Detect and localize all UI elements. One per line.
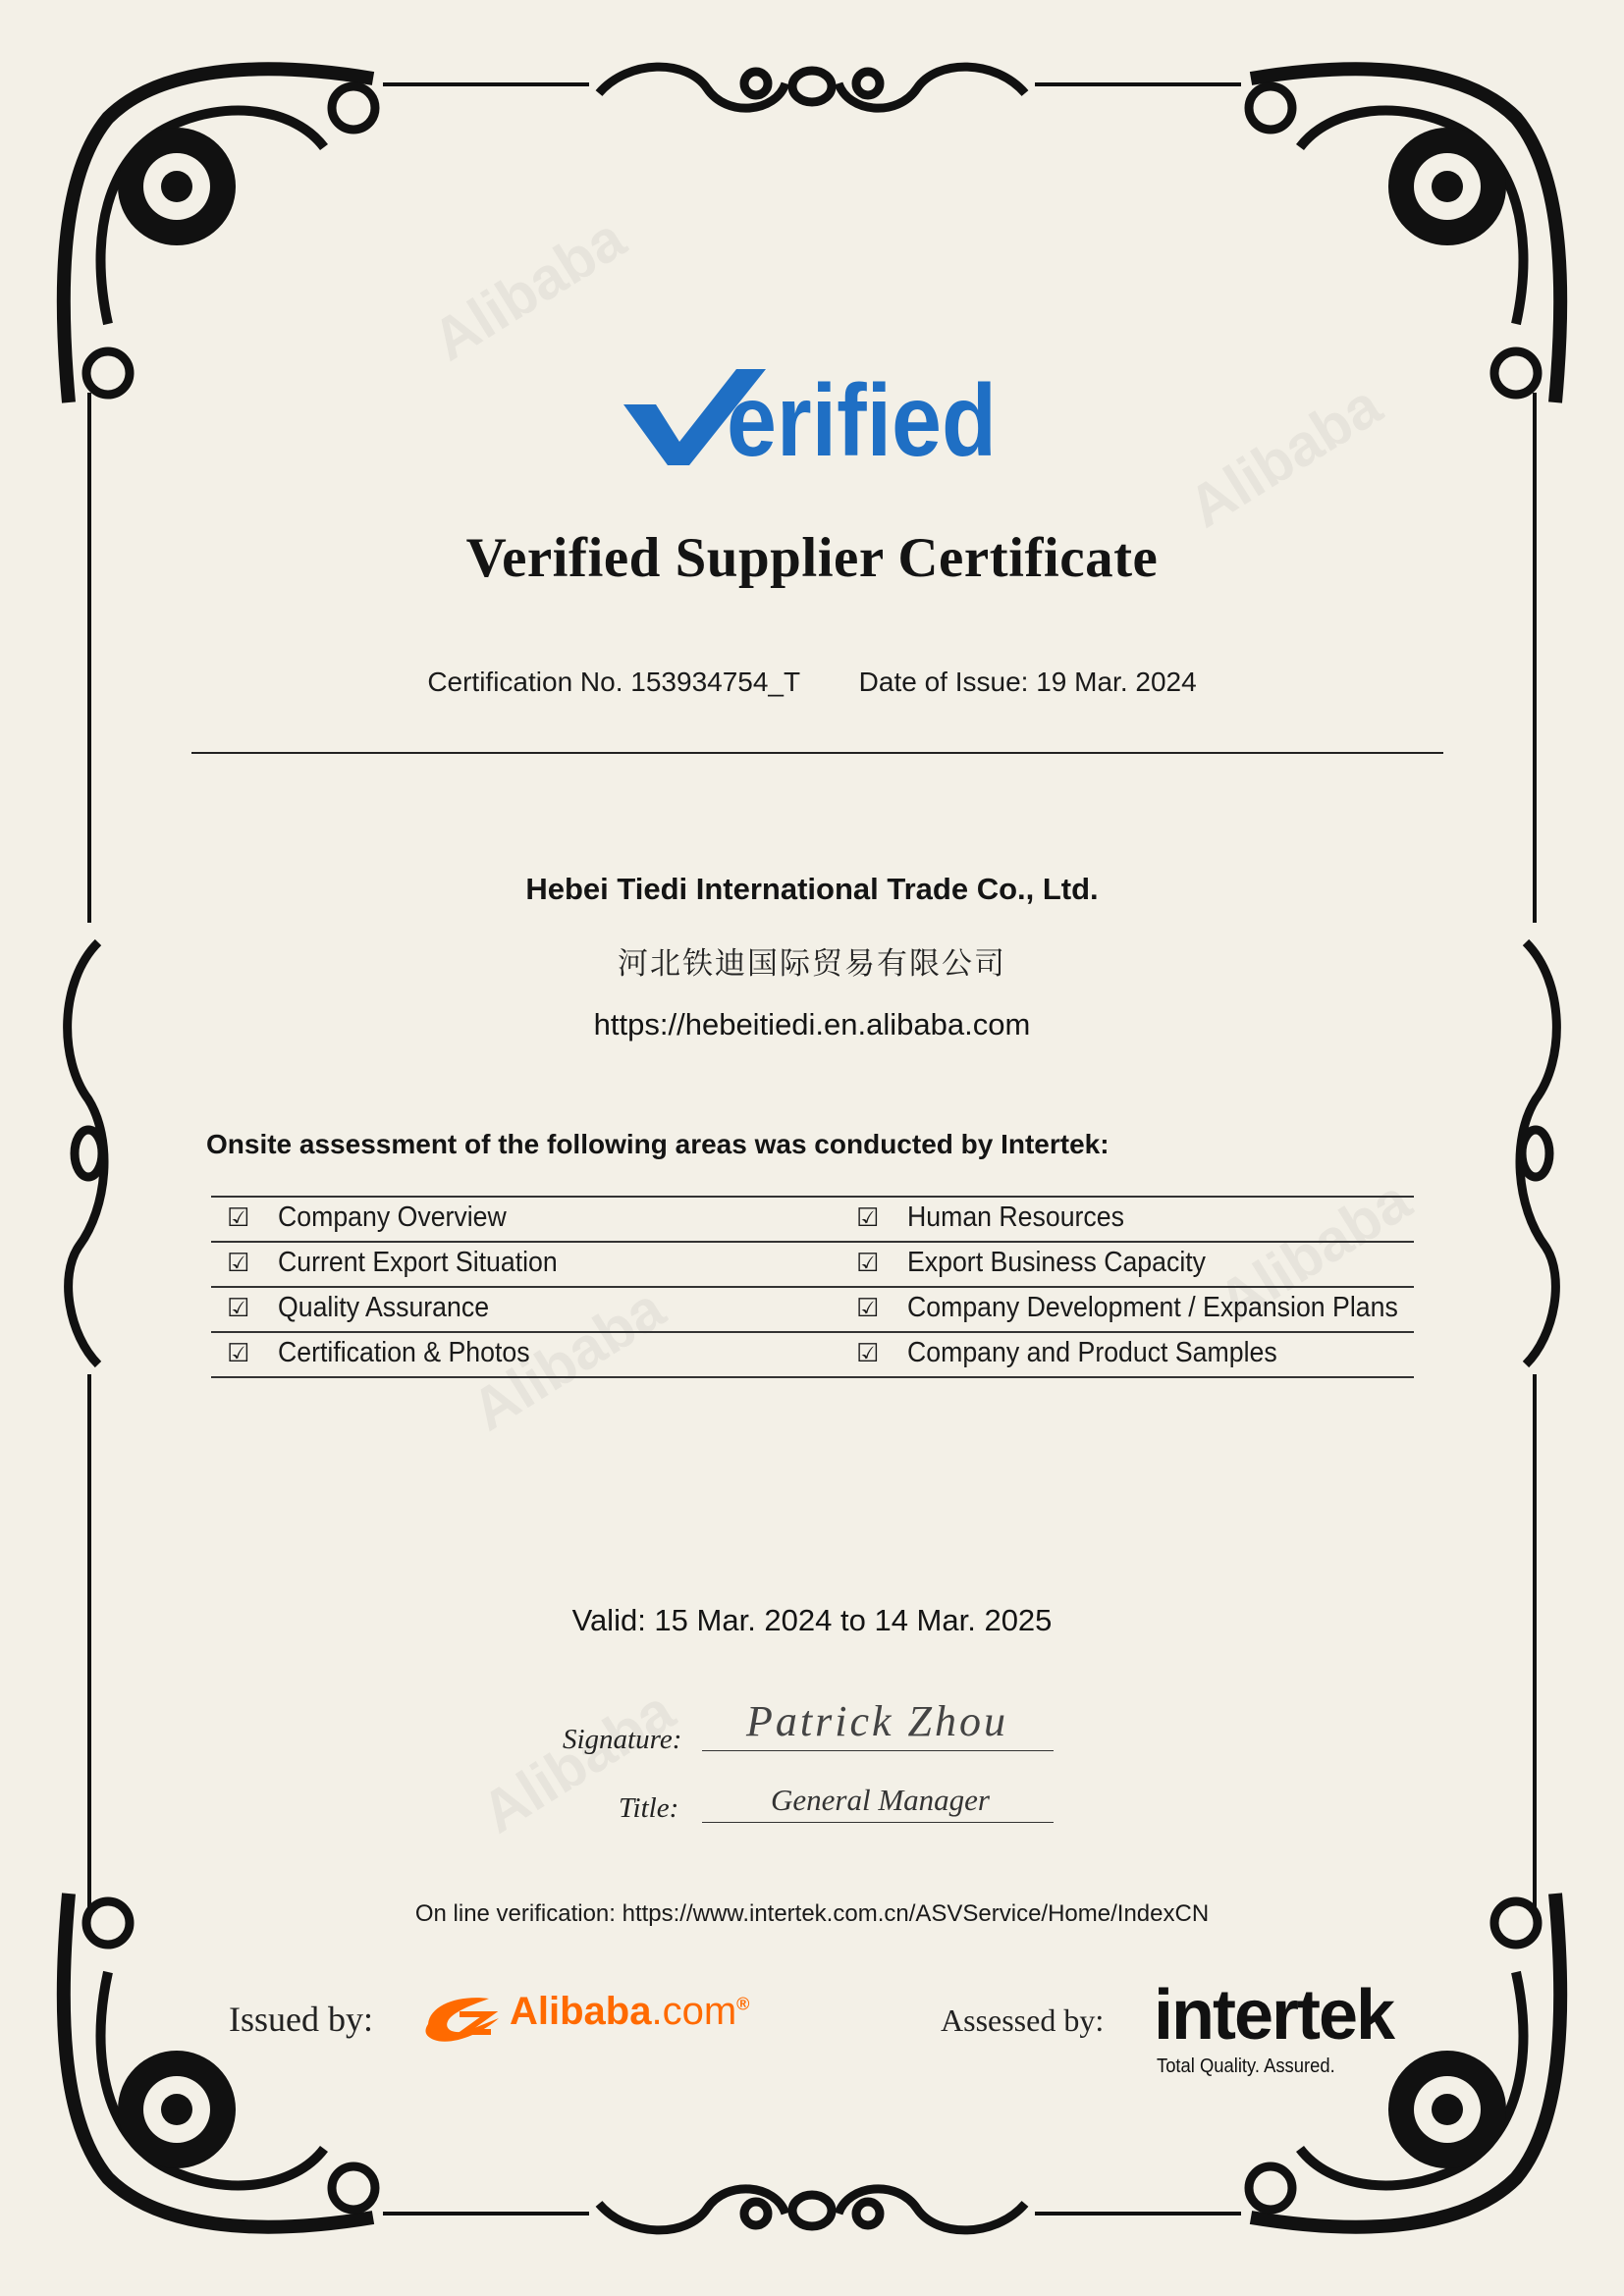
- title-value: General Manager: [771, 1783, 990, 1817]
- assessment-item: [856, 1337, 1309, 1369]
- checked-box-icon: ☑: [227, 1203, 250, 1233]
- assessment-item: [856, 1247, 1231, 1279]
- checked-box-icon: ☑: [227, 1249, 250, 1278]
- assessment-row: [211, 1196, 1414, 1241]
- assessment-item-label: Current Export Situation: [278, 1247, 558, 1278]
- corner-ornament-top-right: [1249, 69, 1560, 402]
- checked-box-icon: ☑: [856, 1249, 880, 1278]
- bottom-center-scroll: [599, 2189, 1025, 2230]
- verified-logo: [619, 364, 1001, 478]
- assessment-item-label: Company Development / Expansion Plans: [907, 1292, 1398, 1323]
- assessment-item: [227, 1201, 526, 1234]
- alibaba-wordmark: [510, 1990, 749, 2034]
- registered-mark: ®: [736, 1994, 750, 2014]
- left-side-scroll: [68, 942, 104, 1364]
- company-name-cn: 河北铁迪国际贸易有限公司: [618, 946, 1006, 982]
- corner-ornament-bottom-left: [64, 1894, 375, 2227]
- assessed-by-label: Assessed by:: [941, 2002, 1105, 2038]
- company-url: https://hebeitiedi.en.alibaba.com: [593, 1007, 1031, 1041]
- right-side-scroll: [1520, 942, 1556, 1364]
- signature-label: Signature:: [563, 1724, 682, 1755]
- cert-number: 153934754_T: [630, 667, 801, 697]
- assessment-item-label: Company Overview: [278, 1201, 507, 1233]
- assessment-item-label: Human Resources: [907, 1201, 1124, 1233]
- issued-by-label: Issued by:: [229, 2000, 373, 2039]
- assessment-item-label: Quality Assurance: [278, 1292, 490, 1323]
- verified-logo-text: erified: [727, 364, 997, 478]
- checked-box-icon: ☑: [856, 1294, 880, 1323]
- assessment-item-label: Certification & Photos: [278, 1337, 530, 1368]
- certificate-title: Verified Supplier Certificate: [465, 527, 1159, 589]
- title-label: Title:: [619, 1792, 679, 1824]
- checked-box-icon: ☑: [227, 1294, 250, 1323]
- signature-value: Patrick Zhou: [746, 1697, 1008, 1745]
- assessment-item: [856, 1292, 1440, 1324]
- assessment-item: [227, 1292, 508, 1324]
- assessment-item: [227, 1337, 552, 1369]
- alibaba-smile-icon: [426, 1998, 499, 2042]
- assessment-row: [211, 1331, 1414, 1378]
- assessment-item: [856, 1201, 1143, 1234]
- validity-period: Valid: 15 Mar. 2024 to 14 Mar. 2025: [571, 1603, 1053, 1637]
- cert-number-label: Certification No.: [427, 667, 623, 697]
- checked-box-icon: ☑: [856, 1339, 880, 1368]
- signature-line: [702, 1750, 1054, 1751]
- company-name-en: Hebei Tiedi International Trade Co., Ltd.: [525, 872, 1099, 906]
- alibaba-suffix: .com: [651, 1990, 737, 2033]
- corner-ornament-top-left: [64, 69, 375, 402]
- assessment-item: [227, 1247, 581, 1279]
- assessment-row: [211, 1241, 1414, 1286]
- assessment-row: [211, 1286, 1414, 1331]
- online-verification: On line verification: https://www.intertek.com.cn/ASVService/Home/IndexCN: [414, 1900, 1210, 1927]
- top-center-scroll: [599, 67, 1025, 108]
- checked-box-icon: ☑: [856, 1203, 880, 1233]
- intertek-tagline: Total Quality. Assured.: [1157, 2056, 1335, 2077]
- certificate-info-line: [0, 667, 1624, 698]
- alibaba-brand: Alibaba: [510, 1990, 652, 2033]
- assessment-table: [211, 1196, 1414, 1378]
- header-divider: [191, 752, 1443, 754]
- assessment-item-label: Company and Product Samples: [907, 1337, 1277, 1368]
- assessment-item-label: Export Business Capacity: [907, 1247, 1207, 1278]
- checked-box-icon: ☑: [227, 1339, 250, 1368]
- issue-date-label: Date of Issue:: [858, 667, 1029, 697]
- intertek-logo: intertek: [1154, 1976, 1394, 2055]
- assessment-heading: Onsite assessment of the following areas was conducted by Intertek:: [206, 1129, 1110, 1159]
- title-line: [702, 1822, 1054, 1823]
- issue-date: 19 Mar. 2024: [1036, 667, 1197, 697]
